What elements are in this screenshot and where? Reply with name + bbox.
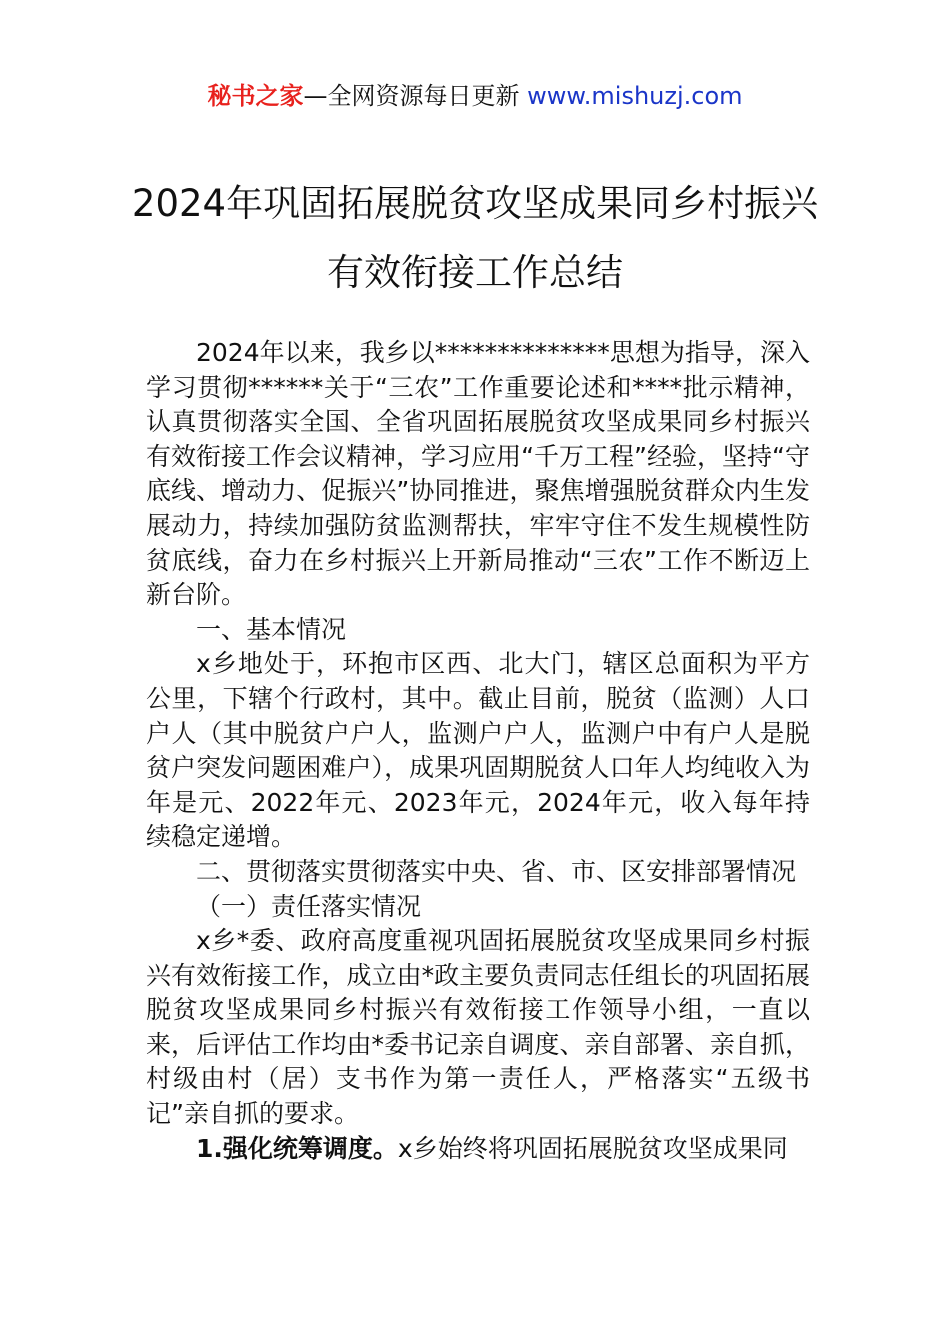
site-header [0, 80, 950, 112]
section-heading-implementation: 二、贯彻落实贯彻落实中央、省、市、区安排部署情况 [196, 856, 797, 886]
coordination-text: x乡始终将巩固拓展脱贫攻坚成果同 [397, 1133, 788, 1163]
coordination-bold-lead: 1.强化统筹调度。 [196, 1133, 398, 1163]
responsibility-paragraph: x乡*委、政府高度重视巩固拓展脱贫攻坚成果同乡村振兴有效衔接工作，成立由*政主要负责同志任组长的巩固拓展脱贫攻坚成果同乡村振兴有效衔接工作领导小组，一直以来，后评估工作均由*委书记亲自调度、亲自部署、亲自抓，村级由村（居）支书作为第一责任人，严格落实“五级书记”亲自抓的要求。 [146, 926, 810, 1129]
basic-situation-paragraph: x乡地处于，环抱市区西、北大门，辖区总面积为平方公里，下辖个行政村，其中。截止目前，脱贫（监测）人口户人（其中脱贫户户人，监测户户人，监测户中有户人是脱贫户突发问题困难户），成果巩固期脱贫人口年人均纯收入为年是元、2022年元、2023年元，2024年元，收入每年持续稳定递增。 [146, 649, 810, 852]
intro-paragraph: 2024年以来，我乡以**************思想为指导，深入学习贯彻******关于“三农”工作重要论述和****批示精神，认真贯彻落实全国、全省巩固拓展脱贫攻坚成果同乡村振兴有效衔接工作会议精神，学习应用“千万工程”经验，坚持“守底线、增动力、促振兴”协同推进，聚焦增强脱贫群众内生发展动力，持续加强防贫监测帮扶，牢牢守住不发生规模性防贫底线，奋力在乡村振兴上开新局推动“三农”工作不断迈上新台阶。 [146, 338, 810, 610]
site-url-link[interactable]: www.mishuzj.com [527, 82, 743, 110]
site-tagline: —全网资源每日更新 [303, 82, 528, 110]
section-heading-basic-situation: 一、基本情况 [196, 614, 347, 644]
document-title-line-1: 2024年巩固拓展脱贫攻坚成果同乡村振兴 [131, 182, 819, 225]
coordination-paragraph [146, 1132, 810, 1167]
site-brand: 秘书之家 [207, 82, 304, 110]
document-title-line-2: 有效衔接工作总结 [327, 251, 623, 294]
document-body [146, 336, 810, 1166]
subsection-heading-responsibility: （一）责任落实情况 [196, 891, 422, 921]
